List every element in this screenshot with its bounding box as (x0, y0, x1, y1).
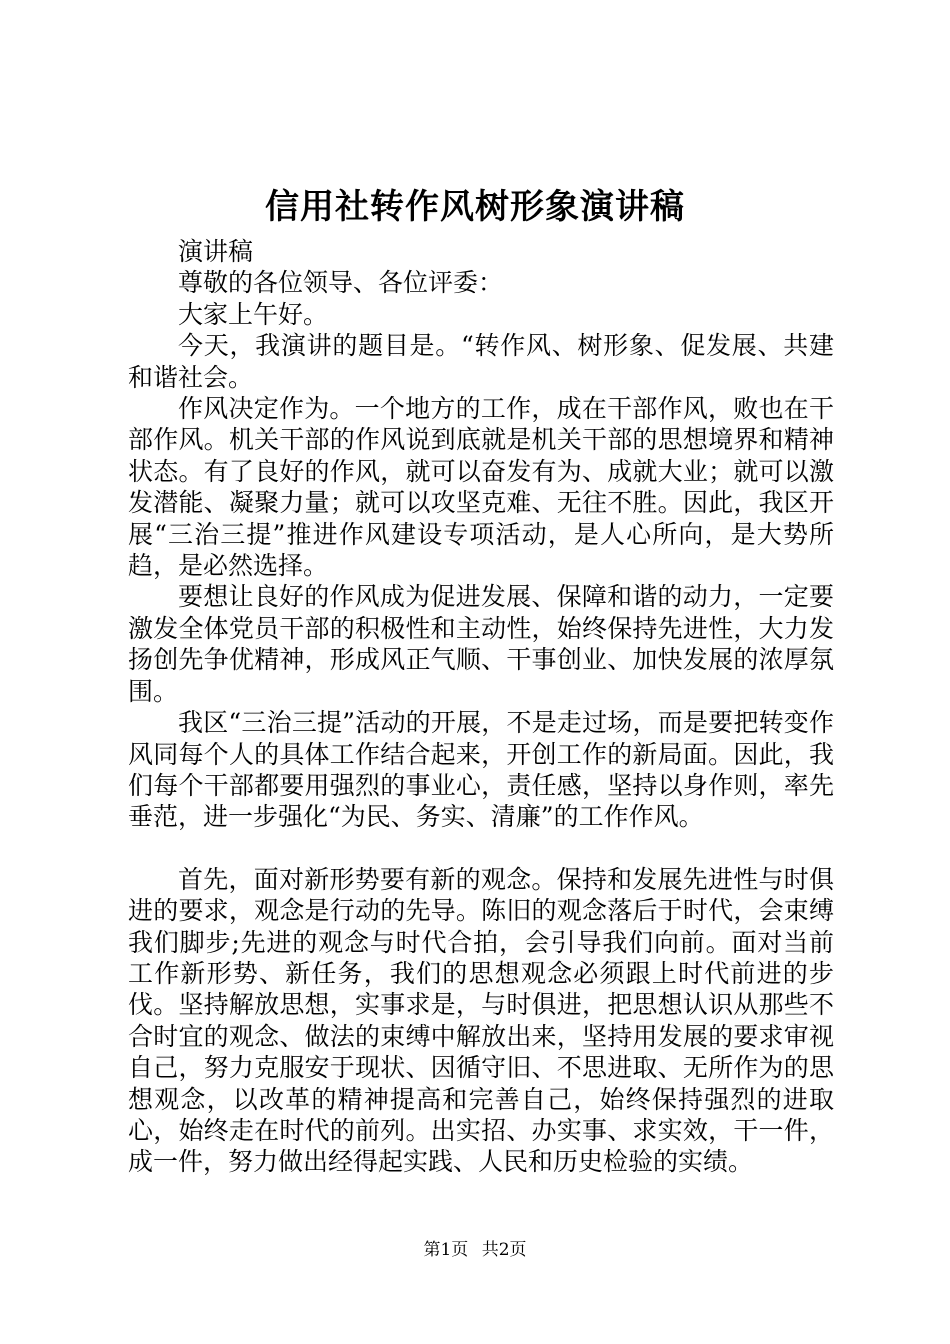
page-number-current: 第1页 (423, 1240, 469, 1260)
paragraph-style-decides: 作风决定作为。一个地方的工作，成在干部作风，败也在干部作风。机关干部的作风说到底就是机关干部的思想境界和精神状态。有了良好的作风，就可以奋发有为、成就大业；就可以激发潜能、凝聚力量；就可以攻坚克难、无往不胜。因此，我区开展“三治三提”推进作风建设专项活动，是人心所向，是大势所趋，是必然选择。 (128, 394, 834, 581)
paragraph-greeting: 大家上午好。 (178, 299, 329, 329)
page-number-total: 共2页 (481, 1240, 527, 1260)
document-body (128, 236, 834, 1178)
paragraph-first-point: 首先，面对新形势要有新的观念。保持和发展先进性与时俱进的要求，观念是行动的先导。陈旧的观念落后于时代，会束缚我们脚步;先进的观念与时代合拍，会引导我们向前。面对当前工作新形势、新任务，我们的思想观念必须跟上时代前进的步伐。坚持解放思想，实事求是，与时俱进，把思想认识从那些不合时宜的观念、做法的束缚中解放出来，坚持用发展的要求审视自己，努力克服安于现状、因循守旧、不思进取、无所作为的思想观念，以改革的精神提高和完善自己，始终保持强烈的进取心，始终走在时代的前列。出实招、办实事、求实效，干一件，成一件，努力做出经得起实践、人民和历史检验的实绩。 (128, 864, 834, 1177)
document-title: 信用社转作风树形象演讲稿 (265, 187, 685, 227)
paragraph-gap (128, 833, 834, 864)
paragraph-topic: 今天，我演讲的题目是。“转作风、树形象、促发展、共建和谐社会。 (128, 331, 834, 392)
paragraph-heading: 演讲稿 (178, 237, 254, 266)
paragraph-activity: 我区“三治三提”活动的开展，不是走过场，而是要把转变作风同每个人的具体工作结合起来，开创工作的新局面。因此，我们每个干部都要用强烈的事业心，责任感，坚持以身作则，率先垂范，进一步强化“为民、务实、清廉”的工作作风。 (128, 708, 834, 832)
page-footer (0, 1239, 950, 1261)
paragraph-motivation: 要想让良好的作风成为促进发展、保障和谐的动力，一定要激发全体党员干部的积极性和主动性，始终保持先进性，大力发扬创先争优精神，形成风正气顺、干事创业、加快发展的浓厚氛围。 (128, 582, 834, 706)
paragraph-salutation: 尊敬的各位领导、各位评委： (178, 268, 504, 298)
